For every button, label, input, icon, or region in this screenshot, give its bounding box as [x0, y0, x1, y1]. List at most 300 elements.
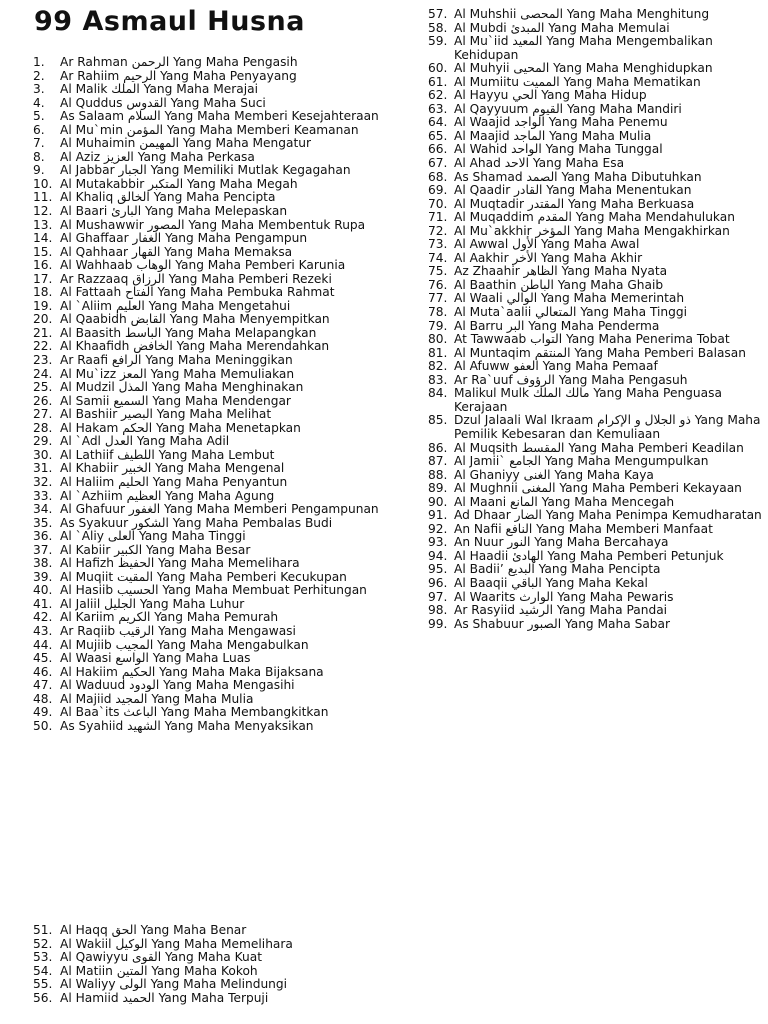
- list-item: [33, 449, 383, 463]
- item-text: Al Fattaah الفتاح Yang Maha Pembuka Rahmat: [60, 285, 335, 300]
- item-text: Al `Aliy العلى Yang Maha Tinggi: [60, 529, 246, 544]
- item-number: 47.: [33, 678, 53, 693]
- list-item: [428, 374, 768, 388]
- item-text: Al Badii’ البديع Yang Maha Pencipta: [454, 562, 661, 577]
- list-item: [428, 252, 768, 266]
- item-number: 69.: [428, 183, 448, 198]
- item-number: 68.: [428, 169, 448, 184]
- item-text: Al Jaliil الجليل Yang Maha Luhur: [60, 596, 245, 611]
- item-number: 77.: [428, 291, 448, 306]
- item-number: 14.: [33, 231, 53, 246]
- list-item: [33, 124, 383, 138]
- list-item: [33, 978, 383, 992]
- list-item: [428, 360, 768, 374]
- item-number: 11.: [33, 190, 53, 205]
- list-item: [428, 442, 768, 456]
- item-text: Dzul Jalaali Wal Ikraam ذو الجلال و الإكرام Yang Maha Pemilik Kebesaran dan Kemuliaan: [454, 413, 761, 441]
- list-item: [33, 205, 383, 219]
- item-number: 31.: [33, 461, 53, 476]
- item-text: Al Jamii` الجامع Yang Maha Mengumpulkan: [454, 454, 709, 469]
- list-item: [33, 598, 383, 612]
- list-item: [428, 536, 768, 550]
- item-number: 98.: [428, 603, 448, 618]
- item-text: Al Wakiil الوكيل Yang Maha Memelihara: [60, 936, 293, 951]
- item-text: Al Mumiitu المميت Yang Maha Mematikan: [454, 74, 701, 89]
- list-item: [428, 279, 768, 293]
- item-text: Al Waarits الوارث Yang Maha Pewaris: [454, 589, 674, 604]
- list-item: [33, 666, 383, 680]
- item-number: 95.: [428, 562, 448, 577]
- list-item: [428, 563, 768, 577]
- item-text: Al Bashiir البصير Yang Maha Melihat: [60, 407, 272, 422]
- item-text: Al Mu`akkhir المؤخر Yang Maha Mengakhirkan: [454, 223, 730, 238]
- item-number: 58.: [428, 20, 448, 35]
- list-item: [33, 340, 383, 354]
- item-number: 19.: [33, 298, 53, 313]
- item-number: 25.: [33, 380, 53, 395]
- item-text: Al Aakhir الأخر Yang Maha Akhir: [454, 250, 643, 265]
- item-number: 90.: [428, 494, 448, 509]
- item-text: Al Mutakabbir المتكبر Yang Maha Megah: [60, 176, 298, 191]
- list-item: [428, 211, 768, 225]
- names-list-left: [33, 56, 383, 733]
- item-number: 97.: [428, 589, 448, 604]
- list-item: [33, 313, 383, 327]
- item-number: 12.: [33, 204, 53, 219]
- names-list-right: [428, 8, 768, 631]
- item-text: Al Ghaffaar الغفار Yang Maha Pengampun: [60, 231, 308, 246]
- list-item: [428, 89, 768, 103]
- list-item: [33, 83, 383, 97]
- item-number: 22.: [33, 339, 53, 354]
- item-text: Al Malik الملك Yang Maha Merajai: [60, 82, 258, 97]
- list-item: [428, 455, 768, 469]
- list-item: [33, 557, 383, 571]
- list-item: [428, 22, 768, 36]
- item-number: 40.: [33, 583, 53, 598]
- item-number: 66.: [428, 142, 448, 157]
- item-text: Ar Rahiim الرحيم Yang Maha Penyayang: [60, 68, 297, 83]
- list-item: [428, 509, 768, 523]
- item-number: 1.: [33, 55, 45, 69]
- list-item: [428, 387, 768, 414]
- item-number: 5.: [33, 109, 45, 124]
- item-number: 29.: [33, 434, 53, 449]
- list-item: [33, 992, 383, 1006]
- item-text: Al Wahhaab الوهاب Yang Maha Pemberi Karunia: [60, 258, 346, 273]
- item-text: Al Matiin المتين Yang Maha Kokoh: [60, 963, 258, 978]
- item-text: As Shamad الصمد Yang Maha Dibutuhkan: [454, 169, 702, 184]
- item-text: Al Mu`iid المعيد Yang Maha Mengembalikan Kehidupan: [454, 34, 713, 62]
- list-item: [33, 490, 383, 504]
- item-text: Al Baari البارئ Yang Maha Melepaskan: [60, 204, 288, 219]
- list-item: [428, 8, 768, 22]
- item-number: 15.: [33, 244, 53, 259]
- list-item: [428, 550, 768, 564]
- item-number: 59.: [428, 34, 448, 49]
- item-text: Al Waali الوالي Yang Maha Memerintah: [454, 291, 685, 306]
- item-text: Al Samii السميع Yang Maha Mendengar: [60, 393, 291, 408]
- item-text: Al Muqiit المقيت Yang Maha Pemberi Kecukupan: [60, 569, 347, 584]
- item-text: Al Qaadir القادر Yang Maha Menentukan: [454, 183, 692, 198]
- item-number: 92.: [428, 521, 448, 536]
- item-text: Al Hasiib الحسيب Yang Maha Membuat Perhitungan: [60, 583, 367, 598]
- item-number: 81.: [428, 345, 448, 360]
- list-item: [33, 652, 383, 666]
- item-number: 39.: [33, 569, 53, 584]
- item-text: Al Khabiir الخبير Yang Maha Mengenal: [60, 461, 285, 476]
- item-number: 2.: [33, 68, 45, 83]
- item-number: 67.: [428, 156, 448, 171]
- item-text: Al Khaliq الخالق Yang Maha Pencipta: [60, 190, 276, 205]
- list-item: [33, 286, 383, 300]
- item-text: As Syahiid الشهيد Yang Maha Menyaksikan: [60, 718, 314, 733]
- item-text: Al Majiid المجيد Yang Maha Mulia: [60, 691, 254, 706]
- list-item: [33, 246, 383, 260]
- list-item: [33, 720, 383, 734]
- list-item: [428, 130, 768, 144]
- list-item: [428, 482, 768, 496]
- list-item: [33, 259, 383, 273]
- list-item: [428, 35, 768, 62]
- item-number: 30.: [33, 447, 53, 462]
- item-number: 64.: [428, 115, 448, 130]
- names-list-bottom: [33, 924, 383, 1005]
- item-number: 72.: [428, 223, 448, 238]
- item-text: Ar Rahman الرحمن Yang Maha Pengasih: [60, 55, 298, 69]
- item-number: 93.: [428, 535, 448, 550]
- list-item: [33, 938, 383, 952]
- item-text: Al Muta`aalii المتعالي Yang Maha Tinggi: [454, 305, 687, 320]
- list-item: [33, 625, 383, 639]
- item-text: Al Qahhaar القهار Yang Maha Memaksa: [60, 244, 293, 259]
- list-item: [428, 523, 768, 537]
- list-item: [428, 265, 768, 279]
- item-text: Al Haqq الحق Yang Maha Benar: [60, 923, 247, 937]
- item-text: Al Haliim الحليم Yang Maha Penyantun: [60, 474, 288, 489]
- item-number: 61.: [428, 74, 448, 89]
- list-item: [33, 693, 383, 707]
- item-text: Al Ghafuur الغفور Yang Maha Memberi Pengampunan: [60, 502, 379, 517]
- item-text: Al Muhaimin المهيمن Yang Maha Mengatur: [60, 136, 311, 151]
- item-text: Al Quddus القدوس Yang Maha Suci: [60, 95, 266, 110]
- item-number: 94.: [428, 548, 448, 563]
- item-text: Al Awwal الأول Yang Maha Awal: [454, 237, 640, 252]
- list-item: [33, 544, 383, 558]
- list-item: [33, 395, 383, 409]
- item-number: 28.: [33, 420, 53, 435]
- item-number: 65.: [428, 128, 448, 143]
- list-item: [33, 571, 383, 585]
- item-number: 38.: [33, 556, 53, 571]
- item-text: An Nuur النور Yang Maha Bercahaya: [454, 535, 669, 550]
- item-text: Al Haadii الهادئ Yang Maha Pemberi Petunjuk: [454, 548, 724, 563]
- list-item: [428, 62, 768, 76]
- item-text: Ar Ra`uuf الرؤوف Yang Maha Pengasuh: [454, 372, 688, 387]
- item-number: 50.: [33, 718, 53, 733]
- list-item: [428, 171, 768, 185]
- item-text: Al Kariim الكريم Yang Maha Pemurah: [60, 610, 279, 625]
- list-item: [33, 164, 383, 178]
- item-number: 62.: [428, 88, 448, 103]
- item-text: Al Mujiib المجيب Yang Maha Mengabulkan: [60, 637, 309, 652]
- list-item: [33, 368, 383, 382]
- list-item: [33, 517, 383, 531]
- item-text: As Salaam السلام Yang Maha Memberi Kesejahteraan: [60, 109, 379, 124]
- item-number: 35.: [33, 515, 53, 530]
- list-item: [428, 604, 768, 618]
- item-number: 21.: [33, 325, 53, 340]
- item-text: Ar Raafi الرافع Yang Maha Meninggikan: [60, 353, 293, 368]
- item-text: Ad Dhaar الضار Yang Maha Penimpa Kemudharatan: [454, 508, 762, 523]
- item-text: Al Jabbar الجبار Yang Memiliki Mutlak Kegagahan: [60, 163, 351, 178]
- item-number: 36.: [33, 529, 53, 544]
- item-text: Al `Aliim العليم Yang Maha Mengetahui: [60, 298, 291, 313]
- list-item: [428, 414, 768, 441]
- item-text: Al Baathin الباطن Yang Maha Ghaib: [454, 277, 664, 292]
- item-text: Al Baasith الباسط Yang Maha Melapangkan: [60, 325, 317, 340]
- list-item: [428, 577, 768, 591]
- list-item: [33, 97, 383, 111]
- list-item: [33, 327, 383, 341]
- list-item: [33, 191, 383, 205]
- item-number: 60.: [428, 61, 448, 76]
- list-item: [33, 951, 383, 965]
- item-number: 56.: [33, 990, 53, 1005]
- list-item: [428, 320, 768, 334]
- item-text: Al `Adl العدل Yang Maha Adil: [60, 434, 230, 449]
- list-item: [33, 476, 383, 490]
- list-item: [428, 198, 768, 212]
- item-text: Al Wahid الواحد Yang Maha Tunggal: [454, 142, 663, 157]
- item-text: Al Waasi الواسع Yang Maha Luas: [60, 651, 251, 666]
- item-number: 76.: [428, 277, 448, 292]
- item-number: 17.: [33, 271, 53, 286]
- list-item: [33, 151, 383, 165]
- item-number: 80.: [428, 332, 448, 347]
- item-text: At Tawwaab التواب Yang Maha Penerima Tobat: [454, 332, 730, 347]
- item-text: Al Muqtadir المقتدر Yang Maha Berkuasa: [454, 196, 695, 211]
- item-number: 48.: [33, 691, 53, 706]
- item-number: 16.: [33, 258, 53, 273]
- item-text: Al Ghaniyy الغنى Yang Maha Kaya: [454, 467, 654, 482]
- item-text: Ar Razzaaq الرزاق Yang Maha Pemberi Rezeki: [60, 271, 332, 286]
- item-text: Az Zhaahir الظاهر Yang Maha Nyata: [454, 264, 668, 279]
- item-text: Al Aziz العزيز Yang Maha Perkasa: [60, 149, 255, 164]
- list-item: [428, 157, 768, 171]
- list-item: [428, 103, 768, 117]
- item-text: Al Waduud الودود Yang Maha Mengasihi: [60, 678, 295, 693]
- item-number: 83.: [428, 372, 448, 387]
- item-number: 53.: [33, 950, 53, 965]
- item-number: 43.: [33, 623, 53, 638]
- item-text: Al Ahad الاحد Yang Maha Esa: [454, 156, 625, 171]
- list-item: [428, 469, 768, 483]
- item-text: Ar Raqiib الرقيب Yang Maha Mengawasi: [60, 623, 296, 638]
- item-number: 8.: [33, 149, 45, 164]
- item-number: 23.: [33, 353, 53, 368]
- item-text: Al Waajid الواجد Yang Maha Penemu: [454, 115, 668, 130]
- item-number: 99.: [428, 616, 448, 631]
- item-text: Al Muqaddim المقدم Yang Maha Mendahulukan: [454, 210, 735, 225]
- list-item: [33, 639, 383, 653]
- item-text: Al Muhshii المحصى Yang Maha Menghitung: [454, 7, 710, 21]
- item-number: 73.: [428, 237, 448, 252]
- item-number: 78.: [428, 305, 448, 320]
- item-number: 20.: [33, 312, 53, 327]
- item-number: 7.: [33, 136, 45, 151]
- list-item: [428, 76, 768, 90]
- item-text: Al Maani المانع Yang Maha Mencegah: [454, 494, 675, 509]
- list-item: [428, 496, 768, 510]
- list-item: [428, 306, 768, 320]
- item-text: Ar Rasyiid الرشيد Yang Maha Pandai: [454, 603, 668, 618]
- item-number: 63.: [428, 101, 448, 116]
- list-item: [33, 381, 383, 395]
- list-item: [33, 924, 383, 938]
- item-text: Al Baa`its الباعث Yang Maha Membangkitkan: [60, 705, 329, 720]
- list-item: [428, 618, 768, 632]
- item-text: Al Mudzil المذل Yang Maha Menghinakan: [60, 380, 304, 395]
- item-text: Al Khaafidh الخافض Yang Maha Merendahkan: [60, 339, 330, 354]
- list-item: [428, 347, 768, 361]
- list-item: [428, 292, 768, 306]
- item-text: Al Mushawwir المصور Yang Maha Membentuk Rupa: [60, 217, 366, 232]
- item-number: 41.: [33, 596, 53, 611]
- list-item: [33, 273, 383, 287]
- item-number: 10.: [33, 176, 53, 191]
- list-item: [428, 184, 768, 198]
- item-text: Al Barru البر Yang Maha Penderma: [454, 318, 660, 333]
- item-number: 57.: [428, 7, 448, 21]
- list-item: [33, 110, 383, 124]
- item-text: Al Mubdi المبدئ Yang Maha Memulai: [454, 20, 670, 35]
- page-title: 99 Asmaul Husna: [34, 6, 306, 37]
- item-number: 4.: [33, 95, 45, 110]
- item-text: Al Waliyy الولى Yang Maha Melindungi: [60, 977, 288, 992]
- list-item: [33, 232, 383, 246]
- list-item: [33, 300, 383, 314]
- item-number: 96.: [428, 575, 448, 590]
- item-text: Al Afuww العفو Yang Maha Pemaaf: [454, 359, 658, 374]
- item-text: Al Qayyuum القيوم Yang Maha Mandiri: [454, 101, 682, 116]
- item-text: Al Lathiif اللطيف Yang Maha Lembut: [60, 447, 275, 462]
- item-text: As Shabuur الصبور Yang Maha Sabar: [454, 616, 671, 631]
- list-item: [428, 143, 768, 157]
- item-number: 91.: [428, 508, 448, 523]
- item-number: 85.: [428, 413, 448, 428]
- item-text: Al Muntaqim المنتقم Yang Maha Pemberi Balasan: [454, 345, 746, 360]
- item-number: 86.: [428, 440, 448, 455]
- item-text: Al Hamiid الحميد Yang Maha Terpuji: [60, 990, 269, 1005]
- list-item: [33, 408, 383, 422]
- list-item: [33, 137, 383, 151]
- list-item: [428, 238, 768, 252]
- item-number: 24.: [33, 366, 53, 381]
- item-text: As Syakuur الشكور Yang Maha Pembalas Budi: [60, 515, 333, 530]
- list-item: [33, 965, 383, 979]
- item-number: 84.: [428, 386, 448, 401]
- item-text: Al Baaqii الباقي Yang Maha Kekal: [454, 575, 648, 590]
- item-number: 75.: [428, 264, 448, 279]
- item-text: Al Muqsith المقسط Yang Maha Pemberi Keadilan: [454, 440, 744, 455]
- list-item: [33, 435, 383, 449]
- item-number: 45.: [33, 651, 53, 666]
- item-text: Al Hafizh الحفيظ Yang Maha Memelihara: [60, 556, 300, 571]
- list-item: [33, 679, 383, 693]
- item-number: 88.: [428, 467, 448, 482]
- list-item: [428, 591, 768, 605]
- item-text: Al Muhyii المحيى Yang Maha Menghidupkan: [454, 61, 713, 76]
- item-number: 32.: [33, 474, 53, 489]
- list-item: [33, 462, 383, 476]
- item-text: Malikul Mulk مالك الملك Yang Maha Penguasa Kerajaan: [454, 386, 722, 414]
- item-number: 44.: [33, 637, 53, 652]
- item-text: Al Hakiim الحكيم Yang Maha Maka Bijaksana: [60, 664, 324, 679]
- item-number: 52.: [33, 936, 53, 951]
- item-number: 34.: [33, 502, 53, 517]
- list-item: [33, 219, 383, 233]
- item-number: 74.: [428, 250, 448, 265]
- item-number: 54.: [33, 963, 53, 978]
- item-number: 70.: [428, 196, 448, 211]
- list-item: [33, 422, 383, 436]
- item-text: Al Hayyu الحي Yang Maha Hidup: [454, 88, 647, 103]
- list-item: [428, 116, 768, 130]
- item-number: 49.: [33, 705, 53, 720]
- list-item: [428, 333, 768, 347]
- item-number: 82.: [428, 359, 448, 374]
- item-text: Al Hakam الحكم Yang Maha Menetapkan: [60, 420, 301, 435]
- list-item: [33, 70, 383, 84]
- item-text: Al Kabiir الكبير Yang Maha Besar: [60, 542, 251, 557]
- list-item: [33, 178, 383, 192]
- item-number: 37.: [33, 542, 53, 557]
- list-item: [33, 530, 383, 544]
- item-number: 55.: [33, 977, 53, 992]
- list-item: [33, 503, 383, 517]
- item-number: 26.: [33, 393, 53, 408]
- list-item: [33, 706, 383, 720]
- item-number: 51.: [33, 923, 53, 937]
- list-item: [33, 611, 383, 625]
- item-text: Al `Azhiim العظيم Yang Maha Agung: [60, 488, 275, 503]
- list-item: [33, 584, 383, 598]
- item-number: 87.: [428, 454, 448, 469]
- item-text: Al Mu`min المؤمن Yang Maha Memberi Keamanan: [60, 122, 359, 137]
- item-number: 3.: [33, 82, 45, 97]
- item-number: 89.: [428, 481, 448, 496]
- item-number: 71.: [428, 210, 448, 225]
- item-number: 79.: [428, 318, 448, 333]
- item-number: 46.: [33, 664, 53, 679]
- item-text: Al Qawiyyu القوى Yang Maha Kuat: [60, 950, 263, 965]
- item-text: Al Mu`izz المعز Yang Maha Memuliakan: [60, 366, 295, 381]
- item-number: 13.: [33, 217, 53, 232]
- item-text: Al Mughnii المغنى Yang Maha Pemberi Kekayaan: [454, 481, 742, 496]
- item-text: Al Qaabidh القابض Yang Maha Menyempitkan: [60, 312, 330, 327]
- item-text: An Nafii النافع Yang Maha Memberi Manfaat: [454, 521, 713, 536]
- list-item: [33, 56, 383, 70]
- item-number: 27.: [33, 407, 53, 422]
- item-number: 6.: [33, 122, 45, 137]
- item-text: Al Maajid الماجد Yang Maha Mulia: [454, 128, 652, 143]
- item-number: 9.: [33, 163, 45, 178]
- list-item: [33, 354, 383, 368]
- item-number: 18.: [33, 285, 53, 300]
- item-number: 42.: [33, 610, 53, 625]
- item-number: 33.: [33, 488, 53, 503]
